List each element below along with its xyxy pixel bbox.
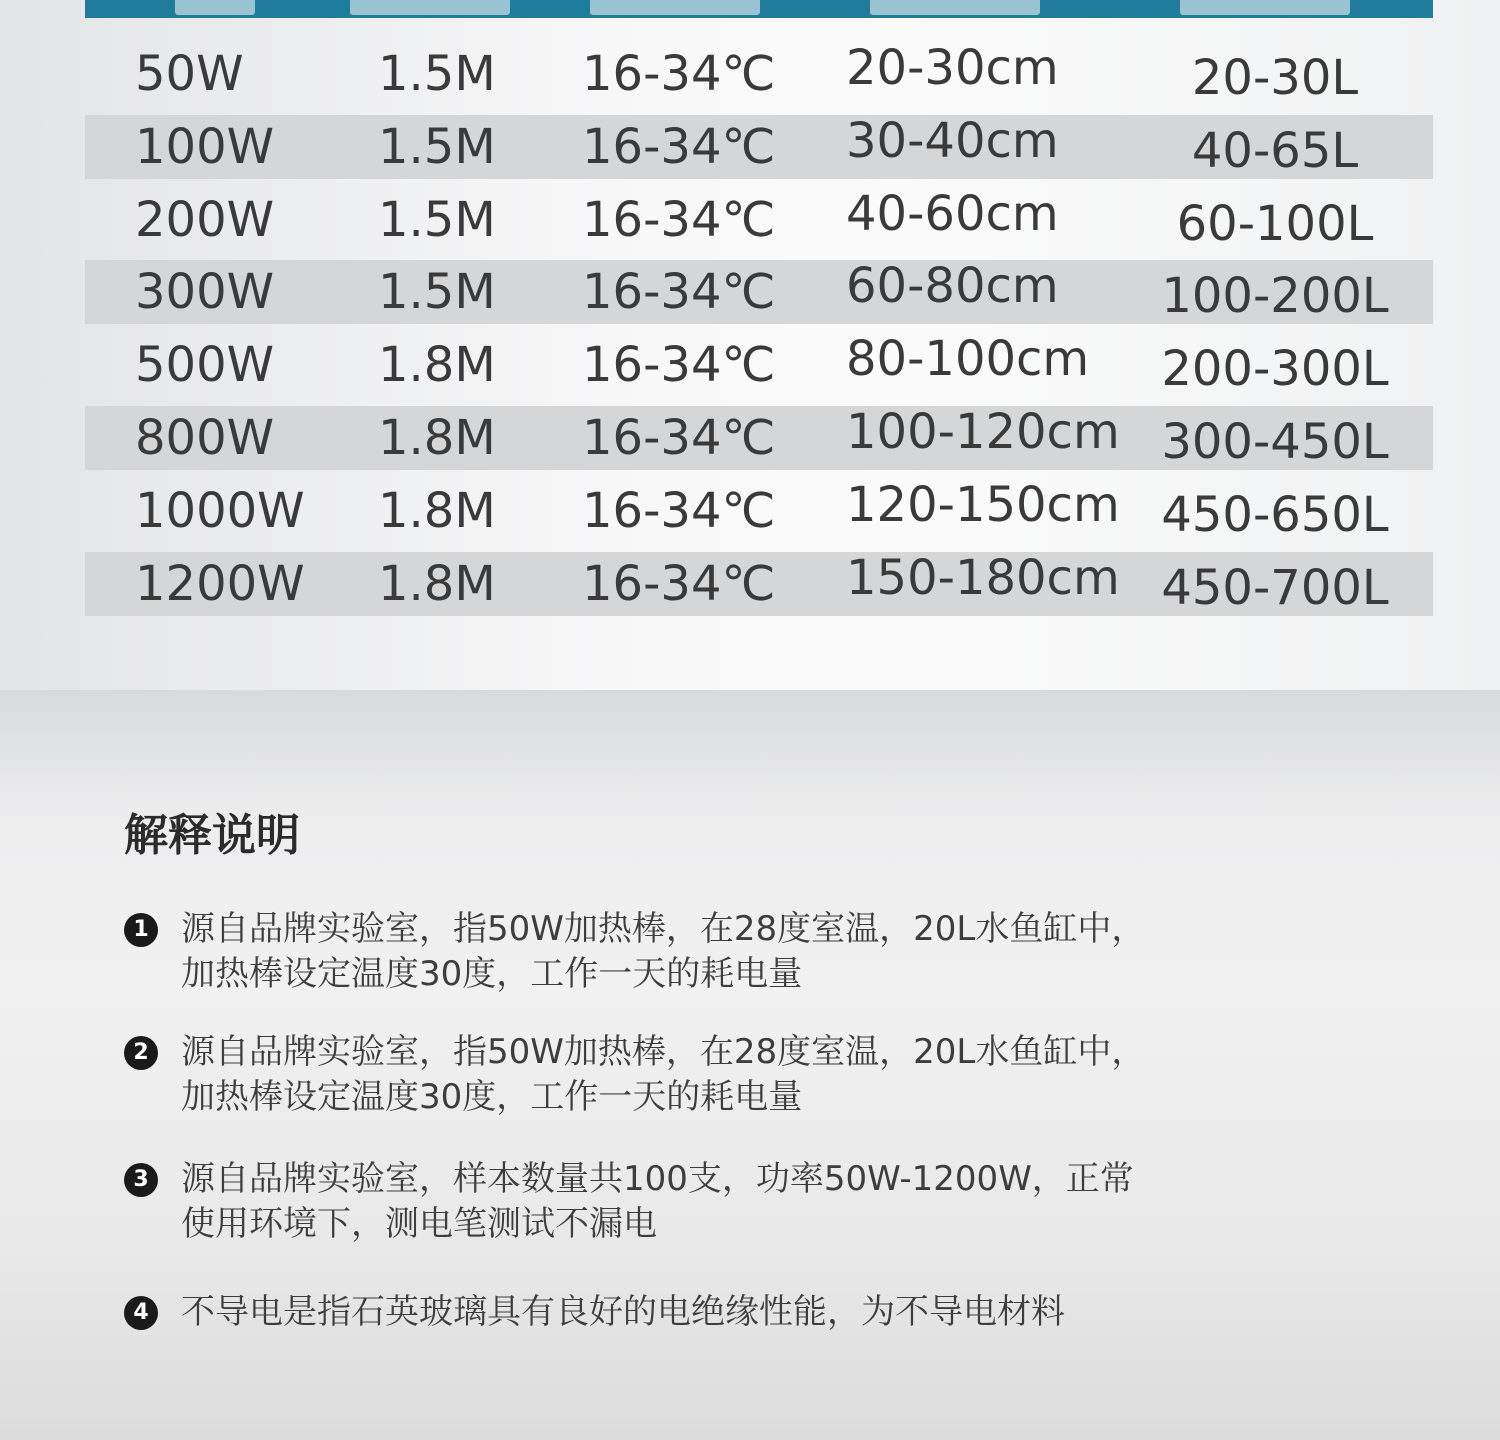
cord-length-cell: 1.8M [378,337,496,393]
header-text-fragment [870,0,1040,15]
water-volume-cell: 60-100L [1176,196,1374,252]
header-text-fragment [1180,0,1350,15]
temp-range-cell: 16-34℃ [582,556,776,612]
power-cell: 50W [135,46,244,102]
water-volume-cell: 450-700L [1161,560,1389,616]
temp-range-cell: 16-34℃ [582,46,776,102]
spec-section [0,0,1500,690]
number-1-icon: 1 [124,913,158,947]
header-text-fragment [350,0,510,15]
water-volume-cell: 20-30L [1191,50,1359,106]
note-text [181,1157,1271,1247]
note-line: 加热棒设定温度30度，工作一天的耗电量 [181,1077,803,1117]
table-row [85,188,1433,252]
number-3-icon: 3 [124,1163,158,1197]
note-line: 使用环境下，测电笔测试不漏电 [181,1204,657,1244]
water-volume-cell: 300-450L [1161,414,1389,470]
temp-range-cell: 16-34℃ [582,410,776,466]
tank-length-cell: 60-80cm [846,258,1059,314]
power-cell: 100W [135,119,275,175]
number-4-icon: 4 [124,1296,158,1330]
temp-range-cell: 16-34℃ [582,337,776,393]
power-cell: 800W [135,410,275,466]
number-2-icon: 2 [124,1036,158,1070]
cord-length-cell: 1.5M [378,119,496,175]
tank-length-cell: 120-150cm [846,477,1120,533]
power-cell: 1200W [135,556,305,612]
tank-length-cell: 40-60cm [846,186,1059,242]
cord-length-cell: 1.5M [378,192,496,248]
water-volume-cell: 100-200L [1161,268,1389,324]
cord-length-cell: 1.8M [378,556,496,612]
spec-table [85,0,1433,616]
table-header-bar [85,0,1433,18]
note-line: 源自品牌实验室，指50W加热棒，在28度室温，20L水鱼缸中， [181,1032,1146,1072]
note-text [181,1290,1271,1335]
table-row [85,406,1433,470]
water-volume-cell: 200-300L [1161,341,1389,397]
note-line: 加热棒设定温度30度，工作一天的耗电量 [181,954,803,994]
cord-length-cell: 1.5M [378,46,496,102]
water-volume-cell: 450-650L [1161,487,1389,543]
header-text-fragment [175,0,255,15]
temp-range-cell: 16-34℃ [582,119,776,175]
power-cell: 1000W [135,483,305,539]
table-row [85,552,1433,616]
note-line: 源自品牌实验室，指50W加热棒，在28度室温，20L水鱼缸中， [181,909,1146,949]
cord-length-cell: 1.8M [378,410,496,466]
notes-title: 解释说明 [124,810,300,861]
tank-length-cell: 80-100cm [846,331,1090,387]
table-row [85,115,1433,179]
power-cell: 500W [135,337,275,393]
cord-length-cell: 1.8M [378,483,496,539]
table-row [85,333,1433,397]
cord-length-cell: 1.5M [378,264,496,320]
power-cell: 200W [135,192,275,248]
note-line: 源自品牌实验室，样本数量共100支，功率50W-1200W，正常 [181,1159,1134,1199]
power-cell: 300W [135,264,275,320]
table-row [85,260,1433,324]
tank-length-cell: 100-120cm [846,404,1120,460]
note-line: 不导电是指石英玻璃具有良好的电绝缘性能，为不导电材料 [181,1292,1065,1332]
header-text-fragment [590,0,760,15]
tank-length-cell: 20-30cm [846,40,1059,96]
temp-range-cell: 16-34℃ [582,264,776,320]
note-text [181,907,1271,997]
note-text [181,1030,1271,1120]
tank-length-cell: 30-40cm [846,113,1059,169]
water-volume-cell: 40-65L [1191,123,1359,179]
tank-length-cell: 150-180cm [846,550,1120,606]
table-row [85,479,1433,543]
temp-range-cell: 16-34℃ [582,483,776,539]
table-row [85,42,1433,106]
temp-range-cell: 16-34℃ [582,192,776,248]
